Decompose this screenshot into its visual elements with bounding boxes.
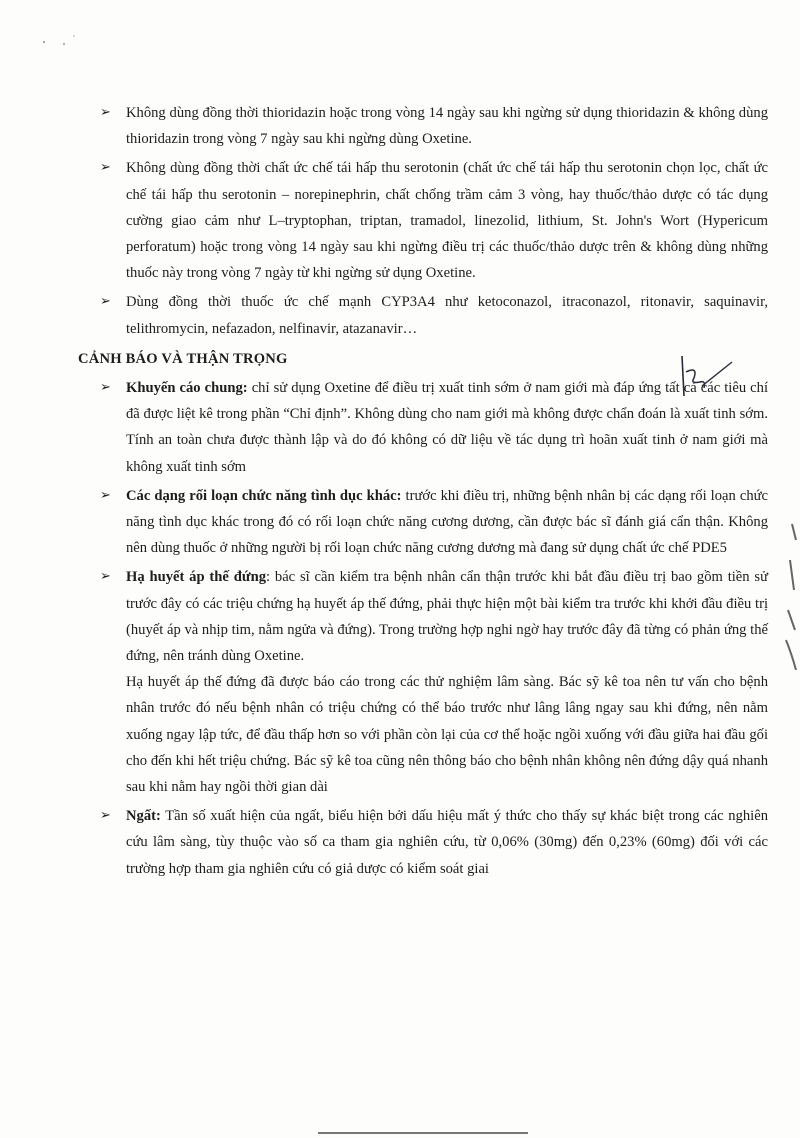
item-text [126, 564, 768, 669]
section-heading: CẢNH BÁO VÀ THẬN TRỌNG [78, 350, 288, 367]
document-body [78, 100, 768, 885]
item-continuation: Hạ huyết áp thế đứng đã được báo cáo trong các thử nghiệm lâm sàng. Bác sỹ kê toa nên tư vấn cho bệnh nhân trước đó nếu bệnh nhân có triệu chứng có thể báo trước như lâng lâng ngay sau khi đứng, nên nằm xuống ngay lập tức, để đầu thấp hơn so với phần còn lại của cơ thể hoặc ngồi xuống với đầu giữa hai đầu gối cho đến khi hết triệu chứng. Bác sỹ kê toa cũng nên thông báo cho bệnh nhân không nên đứng dậy quá nhanh sau khi nằm hay ngồi thời gian dài [126, 674, 768, 796]
arrowhead-bullet-icon: ➢ [100, 808, 111, 824]
item-body: Tần số xuất hiện của ngất, biểu hiện bởi dấu hiệu mất ý thức cho thấy sự khác biệt trong các nghiên cứu lâm sàng, tùy thuộc vào số ca tham gia nghiên cứu, từ 0,06% (30mg) đến 0,23% (60mg) đối với các trường hợp tham gia nghiên cứu có giả dược có kiểm soát giai [126, 808, 768, 877]
item-text: Dùng đồng thời thuốc ức chế mạnh CYP3A4 như ketoconazol, itraconazol, ritonavir, saquinavir, telithromycin, nefazadon, nelfinavir, atazanavir… [126, 294, 768, 337]
item-text [126, 375, 768, 480]
scan-edge-mark [782, 520, 800, 670]
arrowhead-bullet-icon: ➢ [100, 487, 111, 503]
bottom-rule [318, 1132, 528, 1134]
warning-item [78, 803, 768, 882]
handwritten-signature [676, 352, 736, 400]
arrowhead-bullet-icon: ➢ [100, 569, 111, 585]
item-lead: Khuyến cáo chung: [126, 380, 248, 397]
warning-item [78, 483, 768, 562]
item-body: : bác sĩ cần kiểm tra bệnh nhân cẩn thận trước khi bắt đầu điều trị bao gồm tiền sử trước đây có các triệu chứng hạ huyết áp thế đứng, phải thực hiện một bài kiểm tra trước khi khởi đầu điều trị (huyết áp và nhịp tim, nằm ngửa và đứng). Trong trường hợp nghi ngờ hay trước đây đã từng có phản ứng thế đứng, nên tránh dùng Oxetine. [126, 569, 769, 665]
warning-item [78, 564, 768, 800]
arrowhead-bullet-icon: ➢ [100, 294, 111, 310]
contraindication-item [78, 100, 768, 152]
arrowhead-bullet-icon: ➢ [100, 160, 111, 176]
scan-speck [40, 30, 80, 50]
arrowhead-bullet-icon: ➢ [100, 380, 111, 396]
item-lead: Ngất: [126, 808, 161, 825]
item-text [126, 483, 768, 562]
arrowhead-bullet-icon: ➢ [100, 105, 111, 120]
item-lead: Hạ huyết áp thế đứng [126, 569, 267, 586]
warning-item [78, 375, 768, 480]
item-text: Không dùng đồng thời chất ức chế tái hấp thu serotonin (chất ức chế tái hấp thu serotonin chọn lọc, chất ức chế tái hấp thu serotonin – norepinephrin, chất chống trầm cảm 3 vòng, hay thuốc/thảo dược có tác dụng cường giao cảm như L–tryptophan, triptan, tramadol, linezolid, lithium, St. John's Wort (Hypericum perforatum) hoặc trong vòng 14 ngày sau khi ngừng điều trị các thuốc/thảo dược trên & không dùng những thuốc này trong vòng 7 ngày từ khi ngừng sử dụng Oxetine. [126, 160, 768, 282]
item-body: chỉ sử dụng Oxetine để điều trị xuất tinh sớm ở nam giới mà đáp ứng tất cả các tiêu chí đã được liệt kê trong phần “Chỉ định”. Không dùng cho nam giới mà không được chẩn đoán là xuất tinh sớm. Tính an toàn chưa được thành lập và do đó không có dữ liệu về tác dụng trì hoãn xuất tinh ở nam giới mà không xuất tinh sớm [126, 380, 769, 475]
item-body: trước khi điều trị, những bệnh nhân bị các dạng rối loạn chức năng tình dục khác trong đó có rối loạn chức năng cương dương, cần được bác sĩ đánh giá cẩn thận. Không nên dùng thuốc ở những người bị rối loạn chức năng cương dương mà đang sử dụng chất ức chế PDE5 [126, 487, 768, 557]
item-lead: Các dạng rối loạn chức năng tình dục khác: [126, 487, 402, 504]
item-text [126, 803, 768, 882]
contraindication-item [78, 155, 768, 286]
contraindication-item [78, 289, 768, 341]
item-text: Không dùng đồng thời thioridazin hoặc trong vòng 14 ngày sau khi ngừng sử dụng thioridazin & không dùng thioridazin trong vòng 7 ngày sau khi ngừng dùng Oxetine. [126, 105, 768, 148]
